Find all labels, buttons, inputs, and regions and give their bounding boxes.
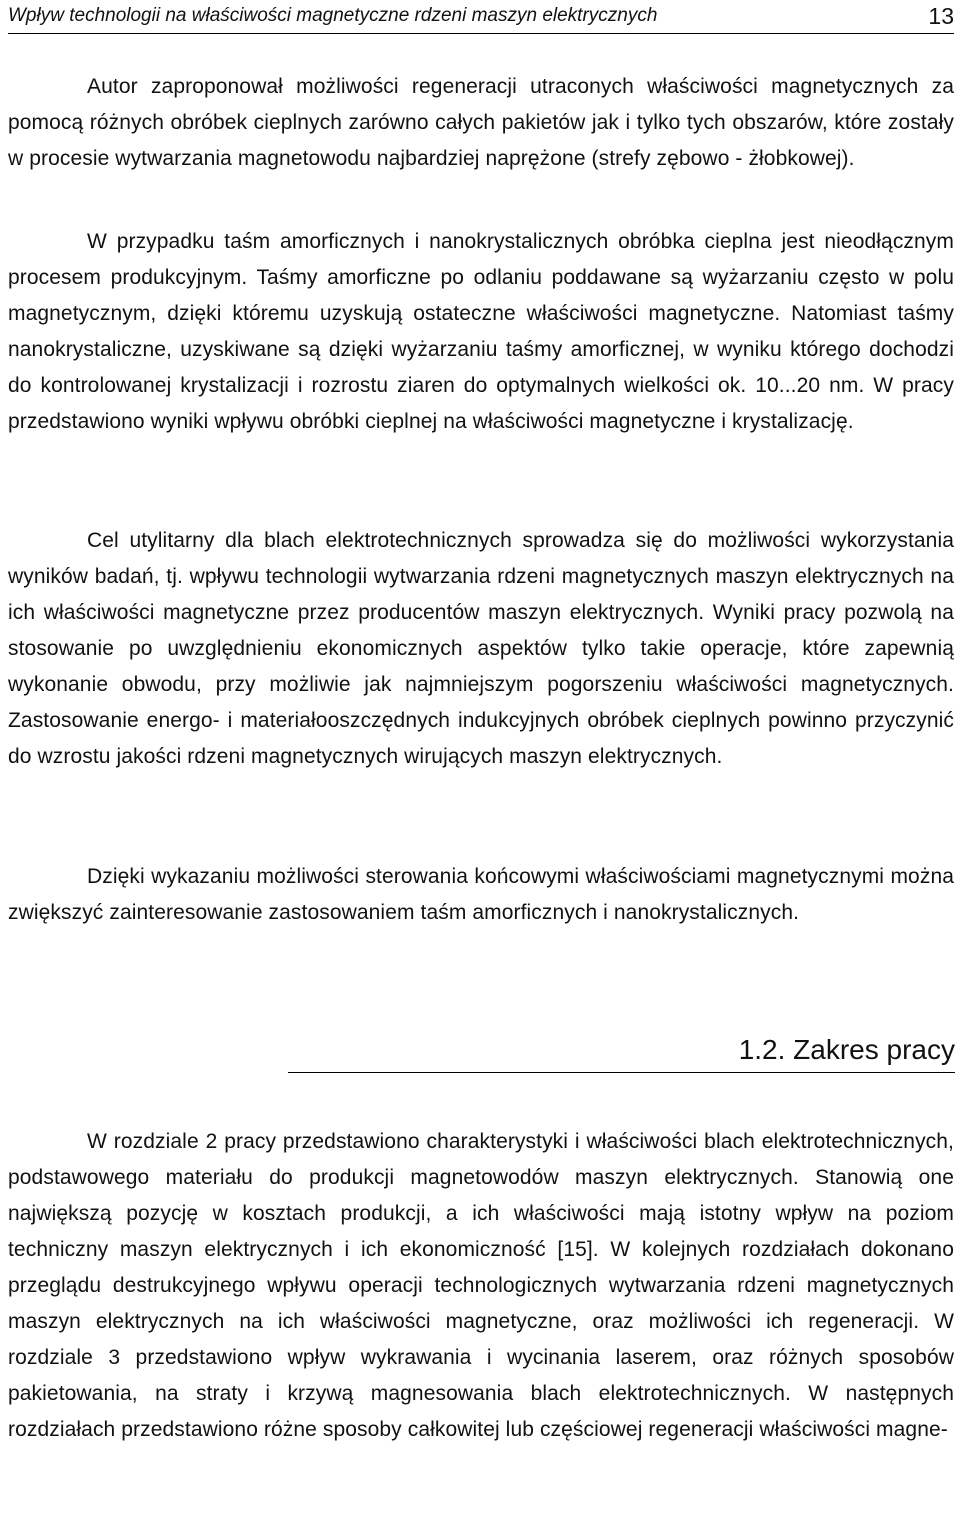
running-header [8,3,954,34]
section-heading-title: 1.2. Zakres pracy [738,1034,955,1065]
paragraph-utilitarian-goal: Cel utylitarny dla blach elektrotechnicznych sprowadza się do możliwości wykorzystania wyników badań, tj. wpływu technologii wytwarzania rdzeni magnetycznych maszyn elektrycznych na ich właściwości magnetyczne przez producentów maszyn elektrycznych. Wyniki pracy pozwolą na stosowanie po uwzględnieniu ekonomicznych aspektów tylko takie operacje, które zapewnią wykonanie obwodu, przy możliwie jak najmniejszym pogorszeniu właściwości magnetycznych. Zastosowanie energo- i materiałooszczędnych indukcyjnych obróbek cieplnych powinno przyczynić do wzrostu jakości rdzeni magnetycznych wirujących maszyn elektrycznych. [8,529,954,768]
section-heading [288,1032,955,1073]
running-header-title: Wpływ technologii na właściwości magnetyczne rdzeni maszyn elektrycznych [8,5,658,26]
paragraph-scope: W rozdziale 2 pracy przedstawiono charakterystyki i właściwości blach elektrotechnicznych, podstawowego materiału do produkcji magnetowodów maszyn elektrycznych. Stanowią one największą pozycję w kosztach produkcji, a ich właściwości mają istotny wpływ na poziom techniczny maszyn elektrycznych i ich ekonomiczność [15]. W kolejnych rozdziałach dokonano przeglądu destrukcyjnego wpływu operacji technologicznych wytwarzania rdzeni magnetycznych maszyn elektrycznych na ich właściwości magnetyczne, oraz możliwości ich regeneracji. W rozdziale 3 przedstawiono wpływ wykrawania i wycinania laserem, oraz różnych sposobów pakietowania, na straty i krzywą magnesowania blach elektrotechnicznych. W następnych rozdziałach przedstawiono różne sposoby całkowitej lub częściowej regeneracji właściwości magne- [8,1130,954,1441]
paragraph-regeneration: Autor zaproponował możliwości regeneracji utraconych właściwości magnetycznych za pomocą różnych obróbek cieplnych zarówno całych pakietów jak i tylko tych obszarów, które zostały w procesie wytwarzania magnetowodu najbardziej naprężone (strefy zębowo - żłobkowej). [8,75,954,170]
paragraph-amorphous-ribbons: W przypadku taśm amorficznych i nanokrystalicznych obróbka cieplna jest nieodłącznym procesem produkcyjnym. Taśmy amorficzne po odlaniu poddawane są wyżarzaniu często w polu magnetycznym, dzięki któremu uzyskują ostateczne właściwości magnetyczne. Natomiast taśmy nanokrystaliczne, uzyskiwane są dzięki wyżarzaniu taśmy amorficznej, w wyniku którego dochodzi do kontrolowanej krystalizacji i rozrostu ziaren do optymalnych wielkości ok. 10...20 nm. W pracy przedstawiono wyniki wpływu obróbki cieplnej na właściwości magnetyczne i krystalizację. [8,230,954,433]
page-number: 13 [928,3,954,29]
paragraph-control-properties: Dzięki wykazaniu możliwości sterowania końcowymi właściwościami magnetycznymi można zwiększyć zainteresowanie zastosowaniem taśm amorficznych i nanokrystalicznych. [8,865,954,924]
